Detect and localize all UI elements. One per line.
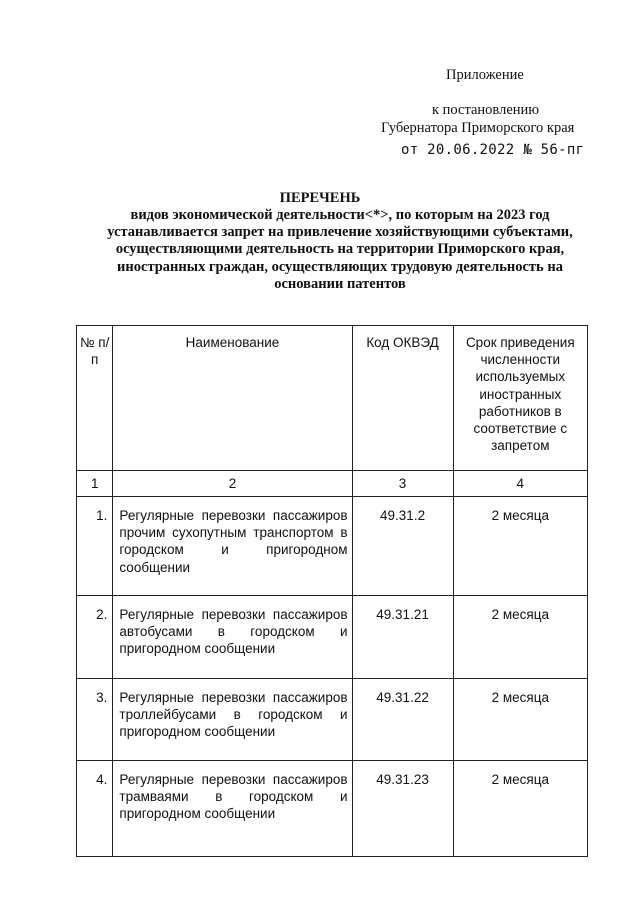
- row-name: Регулярные перевозки пассажиров автобусами в городском и пригородном сообщении: [113, 596, 352, 679]
- row-code: 49.31.22: [352, 679, 453, 761]
- table-row: [77, 596, 588, 679]
- row-number: 1.: [77, 497, 113, 596]
- row-code: 49.31.21: [352, 596, 453, 679]
- table-header-row: [77, 326, 588, 471]
- row-name: Регулярные перевозки пассажиров трамваями в городском и пригородном сообщении: [113, 761, 352, 857]
- column-number: 4: [453, 471, 587, 497]
- table-row: [77, 497, 588, 596]
- column-number-row: [77, 471, 588, 497]
- decree-reference: к постановлению: [432, 102, 540, 118]
- table-row: [77, 679, 588, 761]
- row-number: 3.: [77, 679, 113, 761]
- header-term: Срок приведения численности используемых иностранных работников в соответствие с запретом: [453, 326, 587, 471]
- row-code: 49.31.23: [352, 761, 453, 857]
- document-title: ПЕРЕЧЕНЬ: [279, 190, 361, 206]
- row-number: 4.: [77, 761, 113, 857]
- row-term: 2 месяца: [453, 596, 587, 679]
- row-term: 2 месяца: [453, 497, 587, 596]
- column-number: 1: [77, 471, 113, 497]
- header-code: Код ОКВЭД: [352, 326, 453, 471]
- document-subtitle: видов экономической деятельности<*>, по которым на 2023 год устанавливается запрет на привлечение хозяйствующими субъектами, осуществляющими деятельность на территории Приморского края, иностранных граждан, осуществляющих трудовую деятельность на основании патентов: [107, 207, 573, 292]
- governor-reference: Губернатора Приморского края: [381, 120, 575, 136]
- activities-table: [76, 325, 588, 857]
- decree-date-number: от 20.06.2022 № 56-пг: [401, 142, 585, 158]
- appendix-label: Приложение: [446, 67, 524, 83]
- header-name: Наименование: [113, 326, 352, 471]
- row-name: Регулярные перевозки пассажиров прочим сухопутным транспортом в городском и пригородном сообщении: [113, 497, 352, 596]
- row-term: 2 месяца: [453, 761, 587, 857]
- row-number: 2.: [77, 596, 113, 679]
- column-number: 3: [352, 471, 453, 497]
- column-number: 2: [113, 471, 352, 497]
- row-name: Регулярные перевозки пассажиров троллейбусами в городском и пригородном сообщении: [113, 679, 352, 761]
- row-term: 2 месяца: [453, 679, 587, 761]
- row-code: 49.31.2: [352, 497, 453, 596]
- table-row: [77, 761, 588, 857]
- header-number: № п/п: [77, 326, 113, 471]
